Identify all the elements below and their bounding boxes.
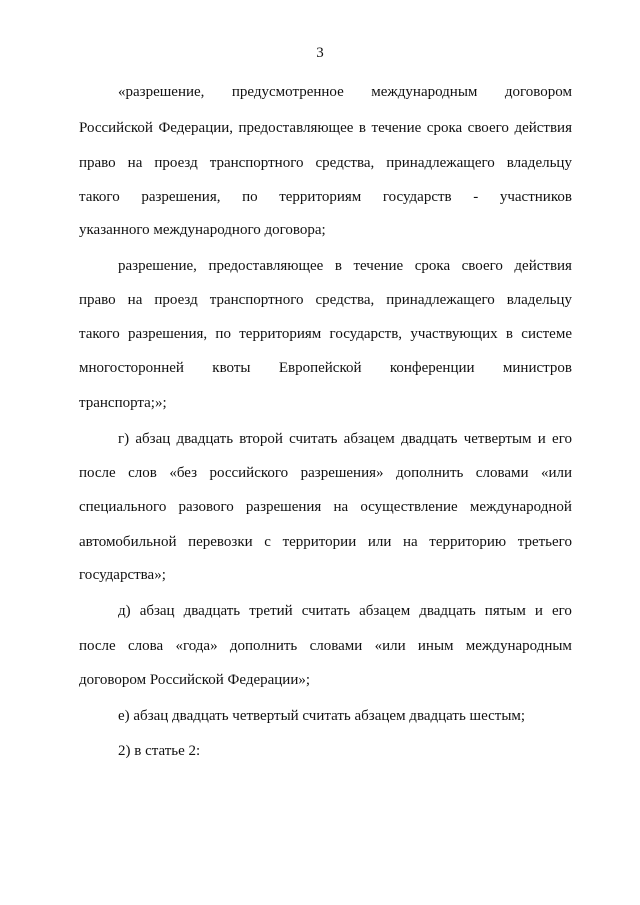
word: с [264,534,271,550]
word: предусмотренное [231,84,344,100]
word: действия [514,258,572,274]
word: осуществление [360,499,458,515]
word: дополнить [229,638,298,654]
word: территории [282,534,357,550]
text-line-13 [79,498,572,516]
word: по [215,326,231,342]
word: своего [467,120,509,136]
word: иным [417,638,454,654]
word: двадцать [183,603,241,619]
word: средства, [315,155,375,171]
text-line-16 [118,602,572,620]
word: транспортного [209,292,304,308]
word: своего [461,258,503,274]
word: проезд [154,155,198,171]
text-line-15: государства»; [79,567,166,583]
text-line-5: указанного международного договора; [79,222,326,238]
word: государств [382,189,452,205]
text-line-7 [79,291,572,309]
page-number: 3 [316,45,324,61]
word: перевозки [188,534,253,550]
text-line-20: 2) в статье 2: [118,743,201,759]
word: участников [499,189,572,205]
word: - [473,189,479,205]
word: и [537,431,546,447]
word: предоставляющее [238,120,354,136]
word: «разрешение, [118,84,205,100]
word: территориям [239,326,322,342]
word: «без [169,465,198,481]
word: владельцу [506,292,572,308]
word: средства, [315,292,375,308]
word: разрешения, [127,326,208,342]
word: договором [504,84,572,100]
word: четвертым [463,431,532,447]
word: специального [79,499,167,515]
word: на [127,292,143,308]
word: принадлежащего [386,292,495,308]
word: владельцу [506,155,572,171]
word: третий [249,603,293,619]
word: международным [371,84,478,100]
word: словами [309,638,363,654]
word: абзац [135,431,171,447]
word: «года» [175,638,218,654]
word: после [79,638,116,654]
word: международной [469,499,572,515]
word: абзацем [359,603,411,619]
word: срока [426,120,463,136]
word: третьего [517,534,572,550]
word: в [334,258,342,274]
word: системе [521,326,572,342]
word: действия [514,120,572,136]
word: разрешения [245,499,322,515]
text-line-17 [79,637,572,655]
text-line-6 [118,257,572,275]
word: такого [79,326,120,342]
word: участвующих [410,326,498,342]
word: министров [502,360,572,376]
word: срока [414,258,451,274]
word: автомобильной [79,534,177,550]
word: российского [209,465,289,481]
word: его [552,431,572,447]
word: двадцать [419,603,476,619]
word: д) [118,603,131,619]
word: разового [178,499,234,515]
word: в [505,326,513,342]
word: территорию [429,534,507,550]
word: многосторонней [79,360,184,376]
word: по [242,189,258,205]
text-line-10: транспорта;»; [79,395,167,411]
text-line-19: е) абзац двадцать четвертый считать абзацем двадцать шестым; [118,708,526,724]
word: такого [79,189,120,205]
word: считать [301,603,351,619]
word: течение [371,120,422,136]
word: Федерации, [158,120,234,136]
text-line-3 [79,154,572,172]
word: право [79,292,116,308]
text-line-1 [118,83,572,101]
word: слова [127,638,164,654]
word: квоты [212,360,251,376]
word: двадцать [176,431,234,447]
text-line-2 [79,119,572,137]
word: считать [289,431,338,447]
word: государств, [329,326,403,342]
word: Европейской [278,360,362,376]
word: словами [475,465,529,481]
word: абзац [139,603,175,619]
word: предоставляющее [208,258,324,274]
word: пятым [484,603,526,619]
word: дополнить [395,465,464,481]
word: право [79,155,116,171]
word: разрешение, [118,258,197,274]
word: «или [374,638,406,654]
word: проезд [154,292,198,308]
word: принадлежащего [386,155,495,171]
word: г) [118,431,130,447]
word: абзацем [343,431,395,447]
text-line-18: договором Российской Федерации»; [79,672,311,688]
word: территориям [279,189,362,205]
word: двадцать [400,431,458,447]
word: в [358,120,367,136]
word: второй [239,431,283,447]
word: и [534,603,543,619]
text-line-12 [79,464,572,482]
word: на [127,155,143,171]
word: после [79,465,116,481]
word: международным [465,638,572,654]
word: транспортного [209,155,304,171]
word: на [333,499,349,515]
word: или [367,534,392,550]
text-line-4 [79,188,572,206]
word: «или [540,465,572,481]
word: слов [128,465,157,481]
word: течение [353,258,404,274]
word: разрешения» [300,465,384,481]
word: разрешения, [141,189,221,205]
word: конференции [389,360,475,376]
text-line-8 [79,325,572,343]
word: его [551,603,572,619]
word: Российской [79,120,153,136]
text-line-14 [79,533,572,551]
text-line-11 [118,430,572,448]
word: на [402,534,418,550]
text-line-9 [79,359,572,377]
